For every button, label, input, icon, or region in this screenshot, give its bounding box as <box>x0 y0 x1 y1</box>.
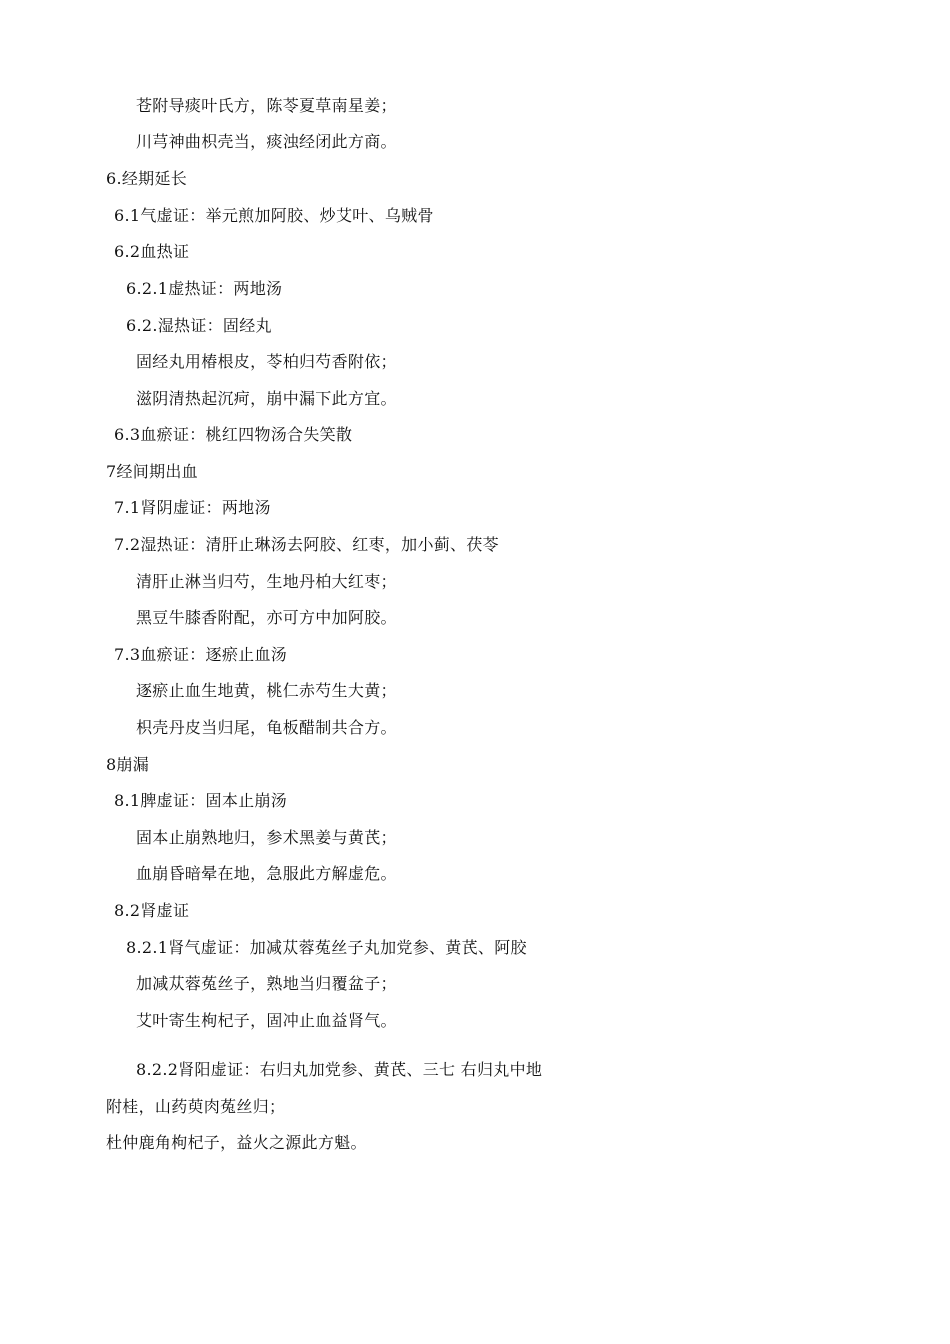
sub-subsection-heading: 8.2.1肾气虚证：加减苁蓉菟丝子丸加党参、黄芪、阿胶 <box>126 938 527 957</box>
subsection-heading: 7.1肾阴虚证：两地汤 <box>114 498 271 517</box>
subsection-heading: 6.2血热证 <box>114 242 190 261</box>
verse-line: 固经丸用椿根皮，苓柏归芍香附依； <box>136 352 397 371</box>
subsection-heading: 6.3血瘀证：桃红四物汤合失笑散 <box>114 425 353 444</box>
section-heading: 8崩漏 <box>106 755 150 774</box>
verse-line: 加减苁蓉菟丝子，熟地当归覆盆子； <box>136 974 397 993</box>
verse-line: 附桂，山药萸肉菟丝归； <box>106 1097 286 1116</box>
verse-line: 黑豆牛膝香附配，亦可方中加阿胶。 <box>136 608 397 627</box>
subsection-heading: 7.3血瘀证：逐瘀止血汤 <box>114 645 288 664</box>
verse-line: 清肝止淋当归芍，生地丹柏大红枣； <box>136 572 397 591</box>
sub-subsection-heading: 6.2.1虚热证：两地汤 <box>126 279 283 298</box>
verse-line: 艾叶寄生枸杞子，固冲止血益肾气。 <box>136 1011 397 1030</box>
verse-line: 苍附导痰叶氏方，陈苓夏草南星姜； <box>136 96 397 115</box>
subsection-heading: 7.2湿热证：清肝止琳汤去阿胶、红枣，加小蓟、茯苓 <box>114 535 499 554</box>
section-heading: 7经间期出血 <box>106 462 198 481</box>
subsection-heading: 8.2肾虚证 <box>114 901 190 920</box>
verse-line: 逐瘀止血生地黄，桃仁赤芍生大黄； <box>136 681 397 700</box>
sub-subsection-heading: 8.2.2肾阳虚证：右归丸加党参、黄芪、三七 右归丸中地 <box>136 1060 543 1079</box>
verse-line: 枳壳丹皮当归尾，龟板醋制共合方。 <box>136 718 397 737</box>
verse-line: 血崩昏暗晕在地，急服此方解虚危。 <box>136 864 397 883</box>
subsection-heading: 6.1气虚证：举元煎加阿胶、炒艾叶、乌贼骨 <box>114 206 434 225</box>
verse-line: 杜仲鹿角枸杞子，益火之源此方魁。 <box>106 1133 367 1152</box>
verse-line: 固本止崩熟地归，参术黑姜与黄芪； <box>136 828 397 847</box>
verse-line: 滋阴清热起沉疴，崩中漏下此方宜。 <box>136 389 397 408</box>
sub-subsection-heading: 6.2.湿热证：固经丸 <box>126 316 272 335</box>
subsection-heading: 8.1脾虚证：固本止崩汤 <box>114 791 288 810</box>
section-heading: 6.经期延长 <box>106 169 188 188</box>
verse-line: 川芎神曲枳壳当，痰浊经闭此方商。 <box>136 132 397 151</box>
